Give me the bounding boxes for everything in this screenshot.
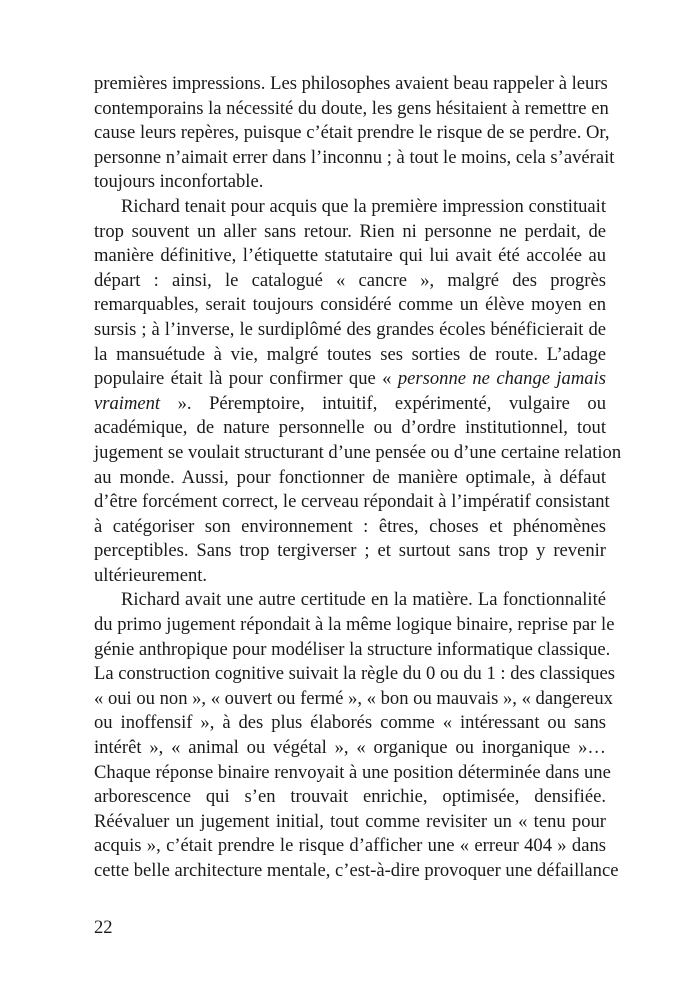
text-line: « oui ou non », « ouvert ou fermé », « bon ou mauvais », « dangereux [94,687,613,709]
italic-phrase: personne ne change jamais [397,368,606,390]
text-line: acquis », c’était prendre le risque d’afficher une « erreur 404 » dans [94,835,606,857]
text-line: contemporains la nécessité du doute, les gens hésitaient à remettre en [94,97,609,119]
text-line: cause leurs repères, puisque c’était prendre le risque de se perdre. Or, [94,122,610,144]
text-line: personne n’aimait errer dans l’inconnu ; à tout le moins, cela s’avérait [94,146,615,168]
text-line: du primo jugement répondait à la même logique binaire, reprise par le [94,614,615,636]
text-line: premières impressions. Les philosophes avaient beau rappeler à leurs [94,73,608,94]
text-line: arborescence qui s’en trouvait enrichie, optimisée, densifiée. [94,786,606,808]
italic-phrase: vraiment [94,392,161,414]
text-line: départ : ainsi, le catalogué « cancre », malgré des progrès [94,269,606,291]
text-line: la mansuétude à vie, malgré toutes ses sorties de route. L’adage [94,343,606,365]
text-line: jugement se voulait structurant d’une pensée ou d’une certaine relation [94,441,622,463]
text-line: ou inoffensif », à des plus élaborés comme « intéressant ou sans [94,712,606,734]
text-line: populaire était là pour confirmer que « personne ne change jamais [94,368,606,390]
text-line: Richard avait une autre certitude en la matière. La fonctionnalité [121,589,606,611]
text-line: au monde. Aussi, pour fonctionner de manière optimale, à défaut [94,466,606,488]
text-line: cette belle architecture mentale, c’est-à-dire provoquer une défaillance [94,860,619,881]
text-line: Richard tenait pour acquis que la première impression constituait [121,195,606,217]
text-line: sursis ; à l’inverse, le surdiplômé des grandes écoles bénéficierait de [94,318,606,340]
text-line: d’être forcément correct, le cerveau répondait à l’impératif consistant [94,491,610,513]
text-line: ultérieurement. [94,564,208,586]
text-line: Chaque réponse binaire renvoyait à une position déterminée dans une [94,761,611,783]
text-line: La construction cognitive suivait la règle du 0 ou du 1 : des classiques [94,663,616,685]
page-number: 22 [94,917,113,938]
text-line: remarquables, serait toujours considéré comme un élève moyen en [94,294,606,316]
text-line: perceptibles. Sans trop tergiverser ; et surtout sans trop y revenir [94,540,606,562]
text-line: intérêt », « animal ou végétal », « organique ou inorganique »… [94,737,606,759]
text-line: toujours inconfortable. [94,171,264,193]
text-line: vraiment ». Péremptoire, intuitif, expérimenté, vulgaire ou [94,392,606,414]
text-line: trop souvent un aller sans retour. Rien ni personne ne perdait, de [94,220,606,242]
text-line: académique, de nature personnelle ou d’ordre institutionnel, tout [94,417,606,439]
text-line: génie anthropique pour modéliser la structure informatique classique. [94,638,611,660]
body-text [94,72,622,884]
text-line: manière définitive, l’étiquette statutaire qui lui avait été accolée au [94,245,606,267]
text-line: à catégoriser son environnement : êtres, choses et phénomènes [94,515,606,537]
text-line: Réévaluer un jugement initial, tout comme revisiter un « tenu pour [94,810,606,832]
